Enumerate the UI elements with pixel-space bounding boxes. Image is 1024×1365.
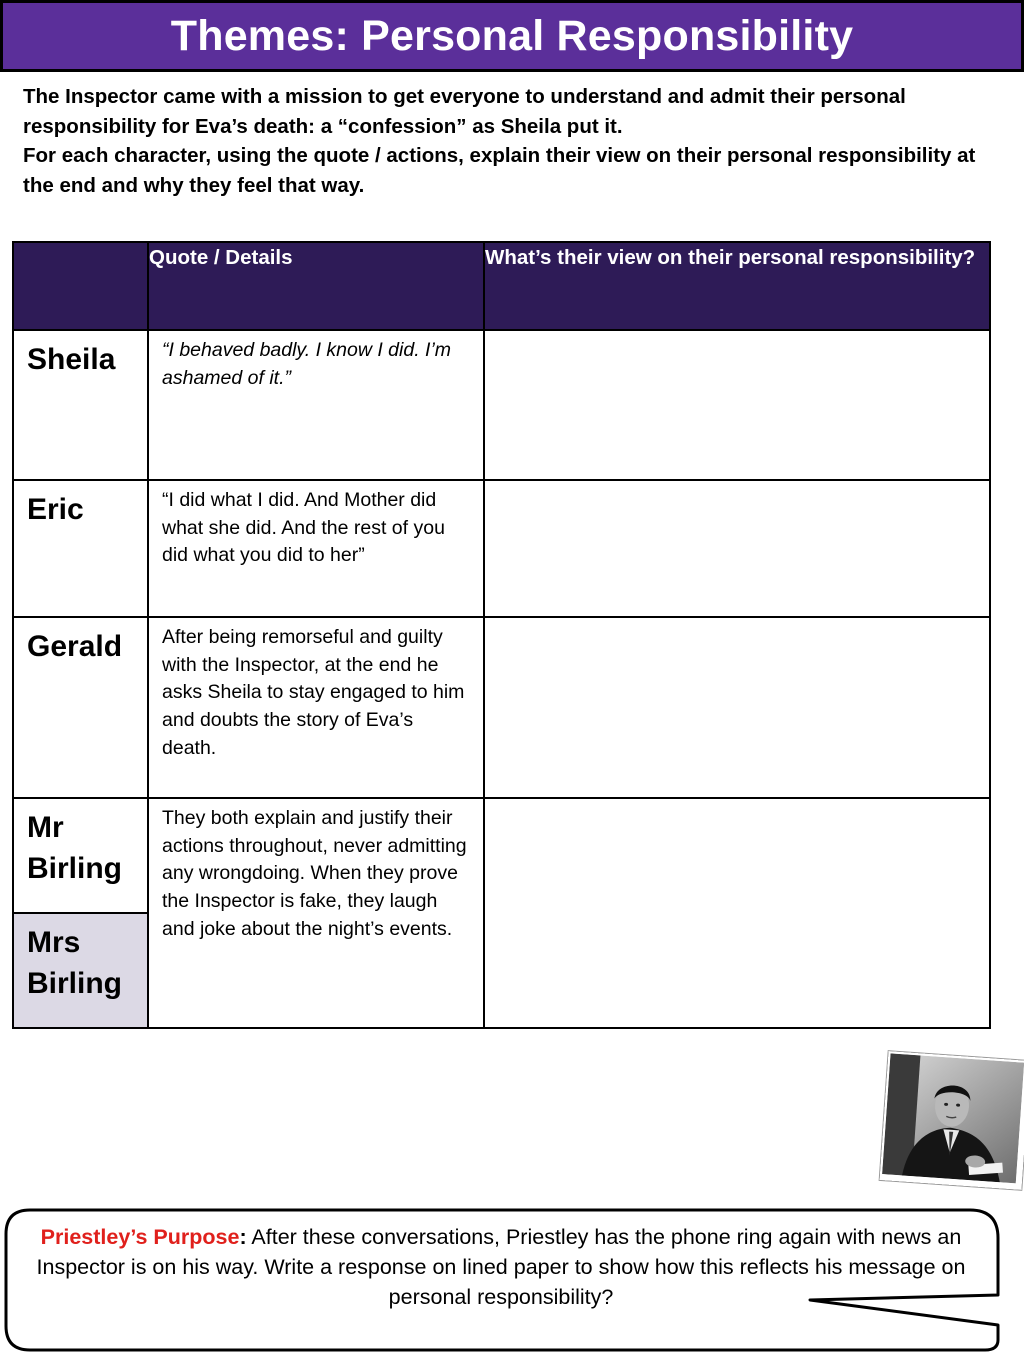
view-answer-cell[interactable] [484,798,990,1028]
quote-cell: “I did what I did. And Mother did what she did. And the rest of you did what you did to her” [148,480,484,617]
character-name: Sheila [13,330,148,480]
page-title: Themes: Personal Responsibility [170,11,854,60]
table-header-row [13,242,990,330]
purpose-body: After these conversations, Priestley has the phone ring again with news an Inspector is on his way. Write a response on lined paper to show how this reflects his message on personal responsibility? [36,1225,966,1309]
view-answer-cell[interactable] [484,480,990,617]
instructions [23,82,1003,200]
header-quote: Quote / Details [148,242,484,330]
character-name: Mrs Birling [13,913,148,1028]
instruction-line-1: The Inspector came with a mission to get everyone to understand and admit their personal responsibility for Eva’s death: a “confession” as Sheila put it. [23,85,906,138]
header-view: What’s their view on their personal responsibility? [484,242,990,330]
quote-cell: After being remorseful and guilty with the Inspector, at the end he asks Sheila to stay engaged to him and doubts the story of Eva’s death. [148,617,484,798]
title-banner [0,0,1024,72]
portrait-icon [882,1053,1024,1183]
purpose-colon: : [239,1225,247,1249]
view-answer-cell[interactable] [484,617,990,798]
quote-cell: “I behaved badly. I know I did. I’m ashamed of it.” [148,330,484,480]
character-name: Eric [13,480,148,617]
character-name: Mr Birling [13,798,148,913]
purpose-text [22,1222,980,1312]
table-row [13,480,990,617]
table-row [13,617,990,798]
author-portrait-image [880,1051,1024,1190]
character-table [12,241,991,1029]
priestley-purpose-callout [0,1190,1024,1365]
view-answer-cell[interactable] [484,330,990,480]
header-empty [13,242,148,330]
instruction-line-2: For each character, using the quote / actions, explain their view on their personal responsibility at the end and why they feel that way. [23,144,976,197]
table-row [13,330,990,480]
character-name: Gerald [13,617,148,798]
purpose-label: Priestley’s Purpose [40,1225,240,1249]
quote-cell: They both explain and justify their actions throughout, never admitting any wrongdoing. When they prove the Inspector is fake, they laugh and joke about the night’s events. [148,798,484,1028]
table-row [13,798,990,913]
